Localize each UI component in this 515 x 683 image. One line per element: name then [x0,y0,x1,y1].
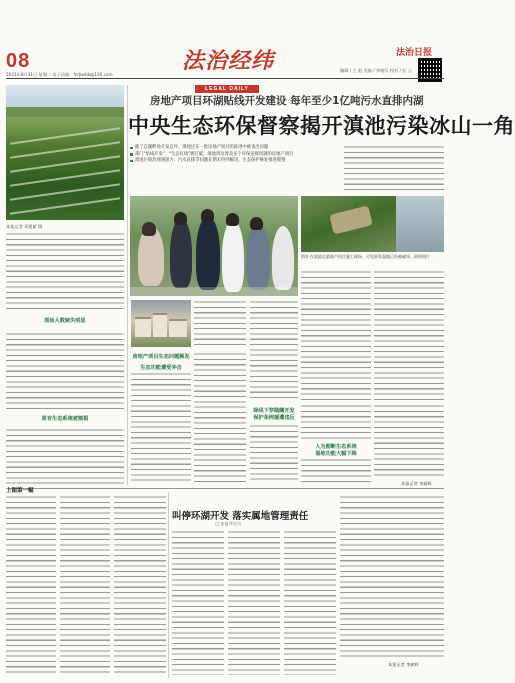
body-text-column [250,300,298,400]
body-text-column [114,495,166,675]
subhead-block [250,404,298,424]
column-divider [127,85,128,485]
aerial-construction-photo [301,196,444,252]
body-text-column [194,352,246,482]
body-text-column [301,270,371,402]
commentary-author: □ 本报评论员 [215,521,242,526]
masthead-title: 法治经纬 [182,48,275,74]
article-byline: 本报记者 李斌辉 [401,481,432,486]
inspection-team-photo [130,196,298,296]
section-subhead: 房地产项目生态问题频发 [132,354,190,360]
body-text-column [6,232,124,312]
commentary-title: 叫停环湖开发 落实属地管理责任 [172,511,309,522]
column-divider [168,492,169,678]
photo-credit: 本报记者 邓建斌 摄 [6,224,43,229]
summary-bullet: 除了在湖畔地开发以外，滇池还在一批房地产项目的推进中被查出问题 [130,145,342,151]
body-text-column [6,495,56,675]
bottom-author: 本报记者 李斌辉 [388,662,419,667]
body-text-column [131,372,191,482]
body-text-column [6,428,124,484]
left-subhead [6,314,124,330]
body-text-column [344,145,444,193]
masthead-english: LEGAL DAILY [195,85,259,93]
section-subhead: 绿线下穿隐瞒开发 保护条例屡遭违反 [253,408,295,421]
building-photo [131,300,191,347]
body-text-column [374,404,444,478]
summary-bullets [130,145,342,165]
article-headline: 中央生态环保督察揭开滇池污染冰山一角 [128,114,515,138]
subhead-block [131,350,191,370]
body-text-column [6,332,124,410]
header-rule [6,78,444,79]
body-text-column [60,495,110,675]
section-subhead: 人为割断生态系统 湿地功能大幅下降 [315,444,357,457]
date-line: 2021年8月31日 星期二 电子信箱：fzrbwhb@126.com [6,72,113,77]
left-subhead [6,412,124,426]
summary-bullet: 部门"贴线开发"、"生态红线"被打破，滇池周边涉及多个环保违规问题的房地产项目 [130,152,342,158]
newspaper-logo: 法治日报 [396,48,433,58]
body-text-column [172,530,224,675]
masthead [182,44,275,94]
section-divider [6,488,444,489]
subhead-block [301,440,371,458]
editor-credits: 编辑 / 王 阳 美编 / 李晓军 校对 / 杜 云 [340,68,412,73]
body-text-column [374,270,444,402]
section-subhead: 生态功能遭受冲击 [140,364,182,371]
lakeside-development-photo [6,85,124,220]
article-kicker: 房地产项目环湖贴线开发建设 每年至少1亿吨污水直排内湖 [150,95,424,107]
aerial-photo-caption: 图② 在滇池边某地产项目施工现场，可见原有湿地已经被破坏。资料图片 [301,254,430,259]
body-text-column [284,530,336,675]
section-subhead: 原有生态系统被割裂 [41,416,89,422]
bottom-left-heading: 上图第一幅 [6,488,34,494]
body-text-column [228,530,280,675]
section-subhead: 原始人数缺失明显 [44,318,86,324]
body-text-column [340,495,444,660]
body-text-column [250,424,298,482]
page-number: 08 [6,50,31,72]
body-text-column [301,458,371,482]
body-text-column [301,404,371,440]
summary-bullet: 滇池污染治理遇阻力，污水直排等问题长期未得到解决，生态保护修复推进缓慢 [130,158,342,164]
body-text-column [194,300,246,348]
